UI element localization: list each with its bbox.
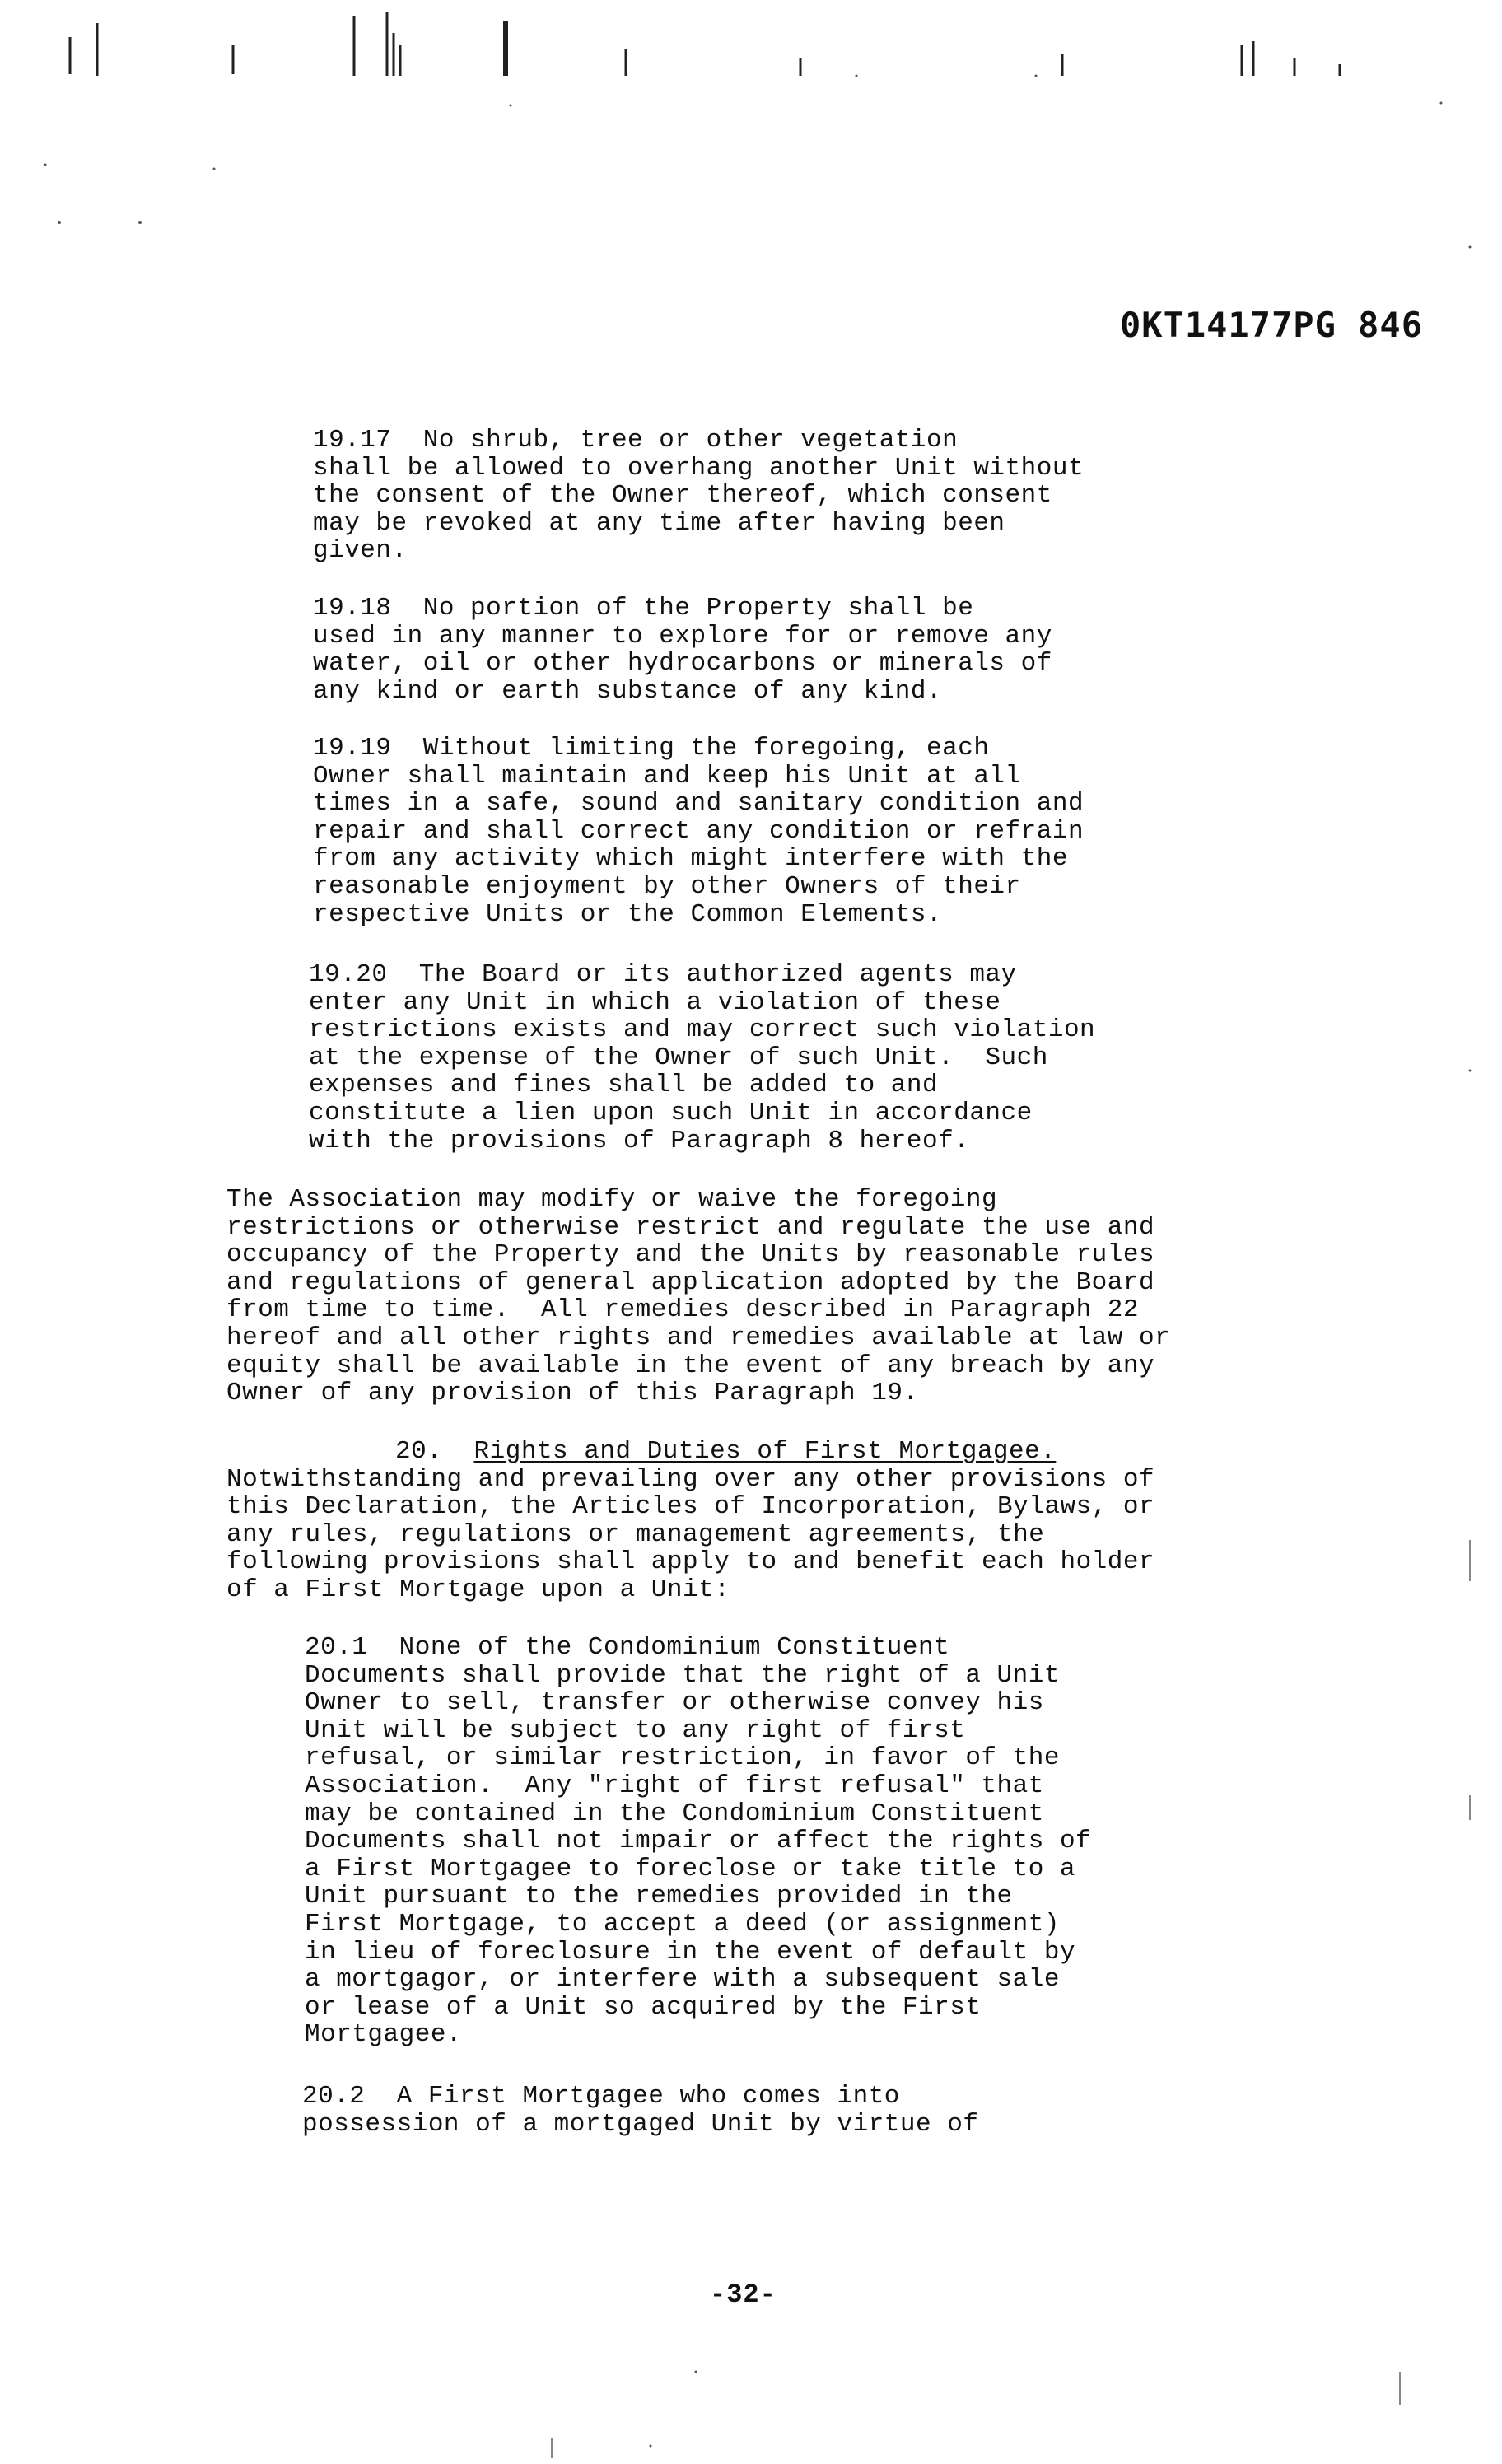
paragraph-20-heading: Rights and Duties of First Mortgagee.: [473, 1437, 1057, 1466]
association-paragraph: The Association may modify or waive the foregoing restrictions or otherwise restrict and regulate the use and occupancy of the Property and the Units by reasonable rules and regulations of general application adopted by the Board from time to time. All remedies described in Paragraph 22 hereof and all other rights and remedies available at law or equity shall be available in the event of any breach by any Owner of any provision of this Paragraph 19.: [226, 1185, 1171, 1408]
paragraph-20-1: 20.1 None of the Condominium Constituent Documents shall provide that the right of a Unit Owner to sell, transfer or otherwise convey his Unit will be subject to any right of first refusal, or similar restriction, in favor of the Association. Any "right of first refusal" that may be contained in the Condominium Constituent Documents shall not impair or affect the rights of a First Mortgagee to foreclose or take title to a Unit pursuant to the remedies provided in the First Mortgage, to accept a deed (or assignment) in lieu of foreclosure in the event of default by a mortgagor, or interfere with a subsequent sale or lease of a Unit so acquired by the First Mortgagee.: [305, 1633, 1092, 2050]
paragraph-19-18: 19.18 No portion of the Property shall be used in any manner to explore for or remove any water, oil or other hydrocarbons or minerals of any kind or earth substance of any kind.: [313, 594, 1052, 706]
recording-stamp: 0KT14177PG 846: [1120, 305, 1424, 345]
paragraph-19-19: 19.19 Without limiting the foregoing, each Owner shall maintain and keep his Unit at all times in a safe, sound and sanitary condition and repair and shall correct any condition or refrain from any activity which might interfere with the reasonable enjoyment by other Owners of their respective Units or the Common Elements.: [313, 734, 1085, 929]
paragraph-19-20: 19.20 The Board or its authorized agents may enter any Unit in which a violation of these restrictions exists and may correct such violation at the expense of the Owner of such Unit. Such expenses and fines shall be added to and constitute a lien upon such Unit in accordance with the provisions of Paragraph 8 hereof.: [309, 960, 1096, 1155]
paragraph-19-17: 19.17 No shrub, tree or other vegetation shall be allowed to overhang another Unit without the consent of the Owner thereof, which consent may be revoked at any time after having been given.: [313, 426, 1085, 566]
paragraph-20: [226, 1438, 1154, 1604]
paragraph-20-2: 20.2 A First Mortgagee who comes into possession of a mortgaged Unit by virtue of: [302, 2082, 979, 2139]
paragraph-20-number: 20.: [395, 1437, 443, 1466]
paragraph-20-body: Notwithstanding and prevailing over any other provisions of this Declaration, the Articles of Incorporation, Bylaws, or any rules, regulations or management agreements, the following provisions shall apply to and benefit each holder of a First Mortgage upon a Unit:: [226, 1464, 1155, 1604]
page-number: -32-: [710, 2280, 777, 2310]
